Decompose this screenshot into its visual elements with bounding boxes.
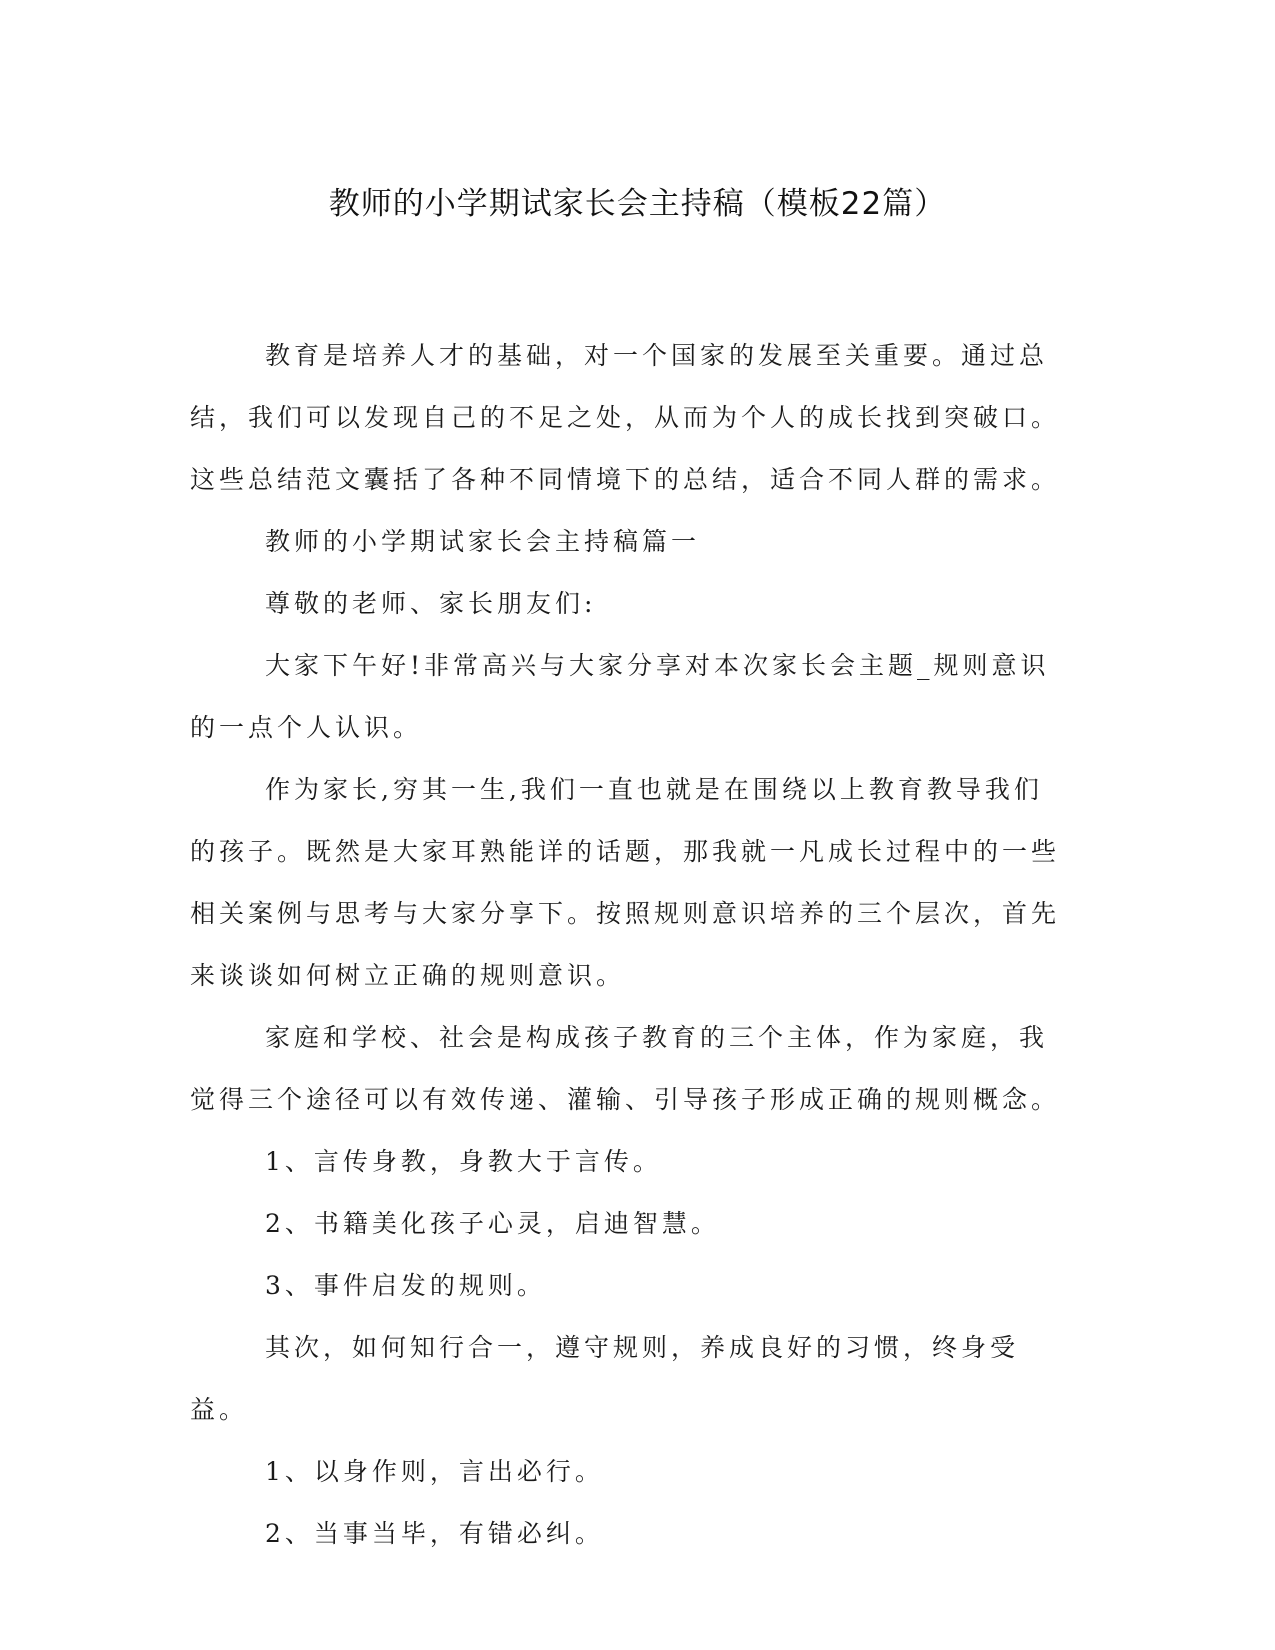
list-item: 2、书籍美化孩子心灵，启迪智慧。 <box>265 1209 720 1238</box>
paragraph: 作为家长,穷其一生,我们一直也就是在围绕以上教育教导我们的孩子。既然是大家耳熟能详的话题，那我就一凡成长过程中的一些相关案例与思考与大家分享下。按照规则意识培养的三个层次，首先来谈谈如何树立正确的规则意识。 <box>190 775 1061 990</box>
paragraph-intro: 教育是培养人才的基础，对一个国家的发展至关重要。通过总结，我们可以发现自己的不足之处，从而为个人的成长找到突破口。这些总结范文囊括了各种不同情境下的总结，适合不同人群的需求。 <box>190 341 1061 494</box>
document-body <box>190 325 1070 1565</box>
list-item: 1、以身作则，言出必行。 <box>265 1457 604 1486</box>
paragraph: 大家下午好!非常高兴与大家分享对本次家长会主题_规则意识的一点个人认识。 <box>190 651 1050 742</box>
paragraph: 其次，如何知行合一，遵守规则，养成良好的习惯，终身受益。 <box>190 1333 1020 1424</box>
list-item: 3、事件启发的规则。 <box>265 1271 546 1300</box>
paragraph-salutation: 尊敬的老师、家长朋友们: <box>265 589 597 618</box>
paragraph: 家庭和学校、社会是构成孩子教育的三个主体，作为家庭，我觉得三个途径可以有效传递、灌输、引导孩子形成正确的规则概念。 <box>190 1023 1061 1114</box>
document-title: 教师的小学期试家长会主持稿（模板22篇） <box>328 186 947 222</box>
paragraph-section-heading: 教师的小学期试家长会主持稿篇一 <box>265 527 701 556</box>
list-item: 2、当事当毕，有错必纠。 <box>265 1519 604 1548</box>
list-item: 1、言传身教，身教大于言传。 <box>265 1147 662 1176</box>
